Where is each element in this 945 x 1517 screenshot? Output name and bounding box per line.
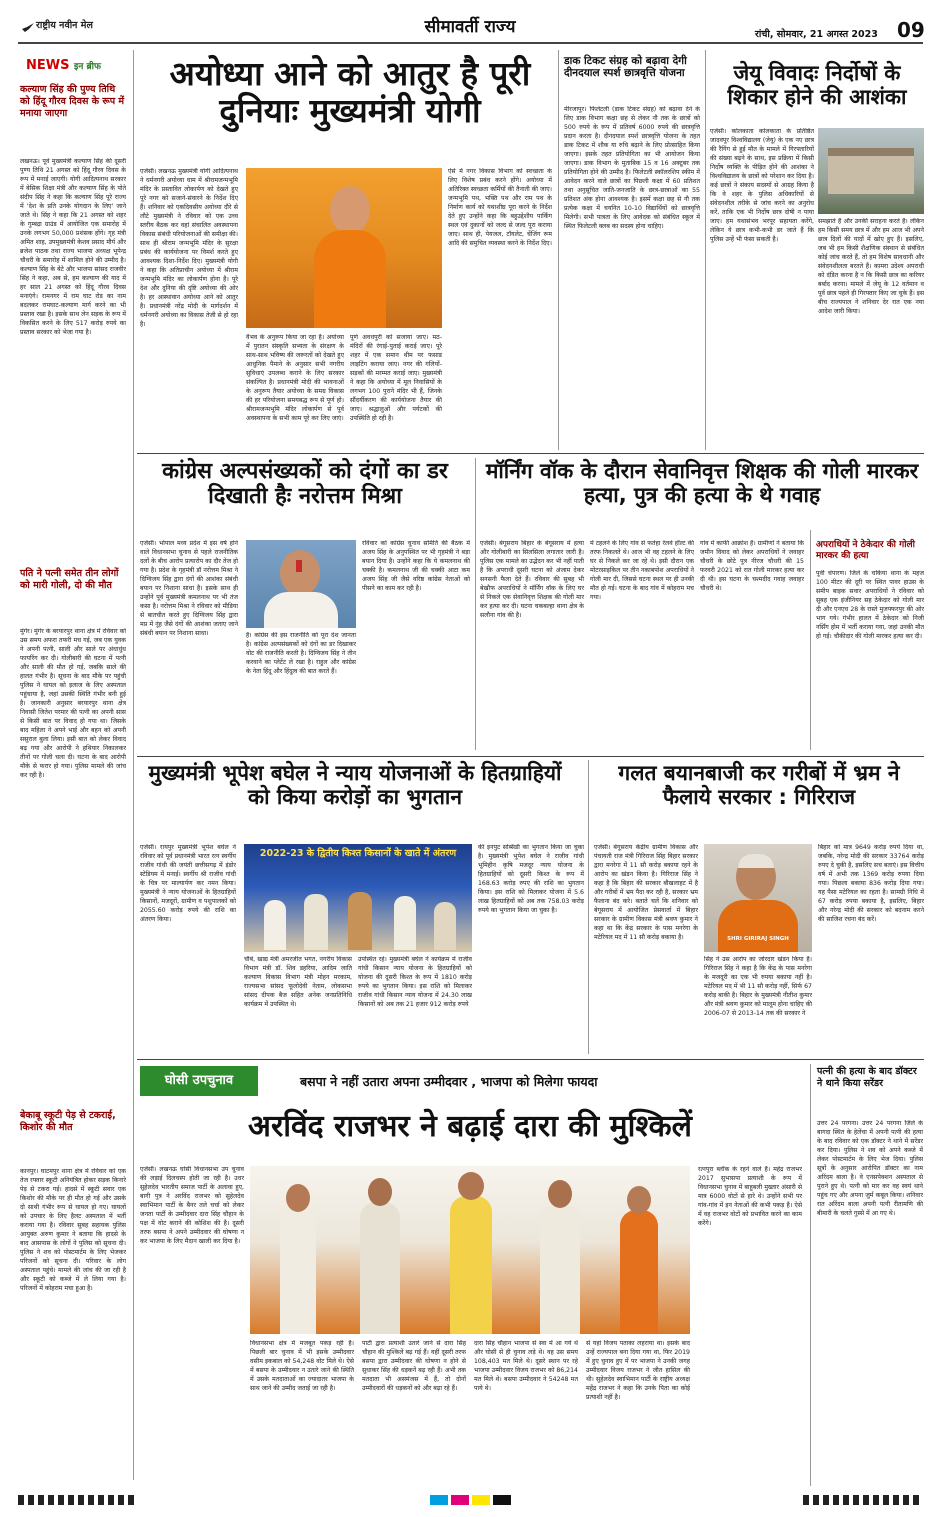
column-divider [558,50,559,450]
ju-body-continued: समझाते हैं और उनकी सराहना करते हैं। लेकिन हम किसी समय छात्र में और हम आज भी अपने छात्र दिलों की यादों में खोए हुए हैं। इसलिए, जब भी हम किसी शैक्षणिक संस्थान से संबंधित कोई जांच करते हैं, तो हम विशेष सावधानी और संवेदनशीलता बरतते हैं। कामरा उदेश्य अपराधी को दंडित करना है न कि किसी छात्र का करियर बर्बाद करना। मामले में जेयू के 12 वर्तमान व पूर्व छात्र पहले ही गिरफ्तार किए जा चुके हैं। इस बीच राज्यपाल ने शनिवार देर रात एक नया आदेश जारी किया। [818,218,924,315]
bhupesh-body-col2: चौबे, खाद्य मंत्री अमरजीत भगत, नगरीय विकास विभाग मंत्री डॉ. शिव डहरिया, आदिम जाति कल्याण विकास विभाग मंत्री मोहन मरकाम, राज्यसभा सांसद फूलोदेवी नेताम, लोकसभा सांसद दीपक बैज सहित अनेक जनप्रतिनिधि कार्यक्रम में उपस्थित थे। [244,956,352,1008]
congress-body-col2: है। कांग्रेस की इस राजनीति को पूरा देश जानता है। कांग्रेस अल्पसंख्यकों को दंगों का डर दिखाकर वोट की राजनीति करती है। दिग्विजय सिंह ने तीन करवाने का प्लेटेंट ले रखा है। राहुल और कांग्रेस के नेता हिंदू और हिंदुत्व की बात करते हैं। [246,632,356,675]
congress-body-col1: एजेंसी। भोपाल मध्य प्रदेश में इस वर्ष होने वाले विधानसभा चुनाव से पहले राजनीतिक दलों के बीच आरोप प्रत्यारोप का दौर तेज हो गया है। प्रदेश के गृहमंत्री डॉ नरोत्तम मिश्रा ने दिग्विजय सिंह द्वारा दंगों की आशंका संबंधी बयान पर निशाना साधा है। इसके साथ ही उन्होंने पूर्व मुख्यमंत्री कमलनाथ पर भी तंज कसा है। नरोत्तम मिश्रा ने रविवार को मीडिया से बातचीत करते हुए दिग्विजय सिंह द्वारा मप्र में नूंह जैसे दंगों की आशंका जताए जाने संबंधी बयान पर निशाना साधा। [140,540,238,637]
page-number: 09 [897,18,925,42]
contractor-murder-headline: अपराधियों ने ठेकेदार की गोली मारकर की हत्या [816,540,915,562]
column-divider [705,50,706,450]
bypoll-label-box [140,1066,258,1096]
doctor-body: उत्तर 24 परगना। उत्तर 24 परगना जिले के बागदा स्थित के हेलेंचा में अपनी पत्नी की हत्या के बाद रविवार को एक डॉक्टर ने थाने में सरेंडर कर दिया। पुलिस ने शव को अपने कब्जे में लेकर पोस्टमार्टम के लिए भेज दिया। पुलिस सूत्रों के अनुसार आरोपित डॉक्टर का नाम अरिंदम बाला है। वे एनसपेक्शन अस्पताल से पुराने हुए थे। पत्नी को मार कर वह स्वयं थाने पहुंच गए और अपना जुर्म कबूल किया। शनिवार रात अरिंदम बाला अपनी पत्नी रीतामणि की बीमारी के चलते गुस्से में आ गए थे। [817,1120,923,1217]
giriraj-photo [704,844,812,952]
section-rule [137,453,924,454]
congress-body-col3: रविवार को कांग्रेस चुनाव समिति की बैठक में अजय सिंह के अनुपस्थित पर भी गृहमंत्री ने बड़ा बयान दिया है। उन्होंने कहा कि ये कमलनाथ की चक्की है। कमलनाथ जी की चक्की आटा कम अजय सिंह जी जैसे वरिष्ठ कांग्रेस नेताओं को पीसने का काम कर रही है। [362,540,470,592]
bird-logo-icon [22,18,34,28]
bhupesh-headline: मुख्यमंत्री भूपेश बघेल ने न्याय योजनाओं के हितग्राहियों को किया करोड़ों का भुगतान [148,761,562,809]
yogi-body-col4: ऐसे में नगर विकास विभाग को स्वच्छता के लिए विशेष प्रबंध करने होंगे। अयोध्या में अतिरिक्त स्वच्छता कर्मियों की तैनाती की जाए। जन्मभूमि पथ, भक्ति पथ और राम पथ के निर्माण कार्य को यथाशीघ्र पूरा करने के निर्देश देते हुए उन्होंने कहा कि बहुउद्देशीय पार्किंग स्थल एवं दुकानों को जल्द से जल्द पूरा कराया जाए। साथ ही, पेयजल, टॉयलेट, चेंजिंग रूम आदि की समुचित व्यवस्था करने के निर्देश दिए। [448,168,552,247]
brief-body: लखनऊ। पूर्व मुख्यमंत्री कल्याण सिंह की दूसरी पुण्य तिथि 21 अगस्त को हिंदू गौरव दिवस के रूप में मनाई जाएगी। योगी आदित्यनाथ सरकार में बेसिक शिक्षा मंत्री और कल्याण सिंह के पोते संदीप सिंह ने कहा कि कल्याण सिंह पूरे राज्य में 'देश के प्रति उनके योगदान के लिए' जाने जाते थे। सिंह ने कहा कि 21 अगस्त को शहर के गुम्बद्रा ग्राउंड में आयोजित एक समारोह में उनके लगभग 50,000 प्रशंसक होंगे। गृह मंत्री अमित शाह, उपमुख्यमंत्री केशव प्रसाद मौर्य और ब्रजेश पाठक तथा राज्य भाजपा अध्यक्ष भूपेन्द्र चौधरी के समारोह में शामिल होने की उम्मीद है। कल्याण सिंह के बेटे और भाजपा सांसद राजवीर सिंह ने कहा, अब से, हम कल्याण की याद में हर साल 21 अगस्त को हिंदू गौरव दिवस मनाएंगे। रामनगर में राम घाट रोड का नाम बदलकर रामघाट-कल्याण मार्ग करने का भी प्रस्ताव रखा है। इसके साथ लेन सड़क के रूप में विकसित करने के लिए 517 करोड़ रुपये का प्रस्ताव सरकार को भेजा गया है। [20,158,126,336]
bypoll-body-col2: विधानसभा क्षेत्र में मजबूत पकड़ रही है। पिछली बार चुनाव में भी इसके उम्मीदवार वसीम इकबाल को 54,248 वोट मिले थे। ऐसे में बसपा के उम्मीदवार न उतारे जाने की स्थिति में उसके मतदाताओं का ज्यादातर भाजपा के साथ जाने की उम्मीद जताई जा रही है। [250,1340,354,1392]
dateline: रांची, सोमवार, 21 अगस्त 2023 [755,29,878,40]
contractor-murder-body: पूर्वी चंपारण। जिले के चकिया थाना के महज 100 मीटर की दूरी पर स्थित पावर हाउस के समीप बाइक सवार अपराधियों ने रविवार को सुबह एक इंजीनियर सह ठेकेदार को गोली मार दी और एनएच 28 के रास्ते मुजफ्फरपुर की ओर भाग गये। गंभीर हालत में ठेकेदार को निजी नर्सिंग होम में भर्ती कराया गया, जहां उनकी मौत हो गई। चौकीदार की गोली मारकर हत्या कर दी। [816,570,924,640]
column-divider [588,760,589,1054]
brief-headline: कल्याण सिंह की पुण्य तिथि को हिंदू गौरव दिवस के रूप में मनाया जाएगा [20,84,125,119]
brief-body: मुंगेर। मुंगेर के बरयारपुर थाना क्षेत्र में रविवार को उस समय अफरा तफरी मच गई, जब एक युवक ने अपनी पत्नी, साली और साले पर अंधाधुंध फायरिंग कर दी। गोलीबारी की घटना में पत्नी और साली की मौत हो गई, जबकि साले की हालत गंभीर है। सूचना के बाद मौके पर पहुंची पुलिस ने घायल को इलाज के लिए अस्पताल पहुंचाया है, जहां उसकी स्थिति गंभीर बनी हुई है। जानकारी अनुसार बरयारपुर थाना क्षेत्र निवासी जितेश परमार की पत्नी का अपनी सास से किसी बात पर विवाद हो गया था। जिसके बाद महिला ने अपने भाई और बहन को अपनी ससुराल बुला लिया। इसी बात को लेकर विवाद बढ़ गया और आरोपी ने हथियार निकालकर तीनों पर गोली चला दी। घटना के बाद आरोपी मौके से फरार हो गया। पुलिस मामले की जांच कर रही है। [20,628,126,779]
section-rule [137,756,924,757]
doctor-story-box [810,1064,924,1486]
brief-headline: पति ने पत्नी समेत तीन लोगों को मारी गोली, दो की मौत [20,568,119,591]
bypoll-kicker: बसपा ने नहीं उतारा अपना उम्मीदवार , भाजपा को मिलेगा फायदा [300,1074,598,1089]
bhupesh-banner-text: 2022-23 के द्वितीय किश्त किसानों के खाते में अंतरण [259,848,457,859]
yogi-body-col1: एजेंसी। लखनऊ मुख्यमंत्री योगी आदित्यनाथ ने धर्मनगरी अयोध्या धाम में श्रीरामजन्मभूमि मंदिर के प्रस्तावित लोकार्पण को देखते हुए पूरे नगर को सजाने-संवारने के निर्देश दिए हैं। शनिवार को एकदिवसीय अयोध्या दौरे से लौटे मुख्यमंत्री ने रविवार को एक उच्च स्तरीय बैठक कर वहां संचालित अवस्थापना विकास संबंधी परियोजनाओं की समीक्षा की। साथ ही श्रीराम जन्मभूमि मंदिर के सुरक्षा प्रबंध की कार्ययोजना पर विमर्श करते हुए आवश्यक दिशा-निर्देश दिए। मुख्यमंत्री योगी ने कहा कि अतिप्राचीन अयोध्या में श्रीराम जन्मभूमि मंदिर का लोकार्पण होना है। पूरे देश और दुनिया की दृष्टि अयोध्या की ओर है। हर आस्थावान अयोध्या आने को आतुर है। प्रधानमंत्री नरेंद्र मोदी के मार्गदर्शन में धर्मनगरी अयोध्या का विकास तेजी से हो रहा है। [140,168,238,328]
column-divider [810,530,811,750]
ju-campus-photo [818,128,924,214]
paper-name: राष्ट्रीय नवीन मेल [36,20,93,31]
giriraj-body-col2: सिंह ने उस आरोप का जोरदार खंडन किया है। गिरिराज सिंह ने कहा है कि केंद्र के पास मनरेगा के मजदूरी का एक भी रुपया बकाया नहीं है। मटेरियल मद में भी 11 सौ करोड़ नहीं, सिर्फ 67 करोड़ बाकी है। बिहार के मुख्यमंत्री नीतीश कुमार और मंत्री श्रवण कुमार को मालूम होना चाहिए की 2006-07 से 2013-14 तक की सरकार ने [704,956,812,1017]
brief-headline: बेकाबू स्कूटी पेड़ से टकराई, किशोर की मौत [20,1110,116,1133]
ju-body: एजेंसी। कोलकाता कोलकाता के प्रतिष्ठित जादवपुर विश्वविद्यालय (जेयू) के एक नए छात्र की रैगिंग से हुई मौत के मामले में गिरफ्तारियों की संख्या बढ़ने के साथ, इस प्रक्रिया में किसी निर्दोष व्यक्ति के पीड़ित होने की आशंका ने विश्वविद्यालय के छात्रों को परेशान कर दिया है। कई छात्रों ने संकाय सदस्यों से आग्रह किया है कि वे शहर के पुलिस अधिकारियों से संवेदनशील तरीके से जांच करने का अनुरोध करें, ताकि एक भी निर्दोष छात्र दोषी न पाया जाए। हम यथासंभव भरपूर सहायता करेंगे, लेकिन ये छात्र कभी-कभी डर जाते हैं कि पुलिस उन्हें भी फंसा सकती है। [710,128,814,243]
bypoll-body-col3: पार्टी द्वारा प्रत्याशी उतारे जाने से दारा सिंह चौहान की मुश्किलें बढ़ गई हैं। वहीं दूसरी तरफ बसपा द्वारा उम्मीदवार की घोषणा न होने से सुधाकर सिंह की धड़कनें बढ़ रही हैं। अभी तक मतदाता भी असमंजस में हैं, तो दोनों उम्मीदवारों की धड़कनों को और बढ़ा रहे हैं। [362,1340,466,1392]
bhupesh-body-col3: उपस्थित रहे। मुख्यमंत्री बघेल ने कार्यक्रम में राजीव गांधी किसान न्याय योजना के हितग्राहियों को योजना की दूसरी किश्त के रूप में 1810 करोड़ रुपये का भुगतान किया। इस राशि को मिलाकर राजीव गांधी किसान न्याय योजना में 24.30 लाख किसानों को अब तक 21 हजार 912 करोड़ रुपये [358,956,472,1008]
masthead [0,0,945,46]
morning-body-col1: एजेंसी। बेगूसराय बिहार के बेगूसराय में हत्या और गोलीबारी का सिलसिला लगातार जारी है। पुलिस एक मामले का उद्भेदन कर भी नहीं पाती है कि अपराधी दूसरी घटना को अंजाम देकर सनसनी फैला देते हैं। रविवार की सुबह भी बेखौफ अपराधियों ने मॉर्निंग वॉक के लिए घर से निकले एक सेवानिवृत्त शिक्षक की गोली मार कर हत्या कर दी। घटना चकबल्हा थाना क्षेत्र के सलौना गांव की है। [480,540,584,619]
morning-body-col3: गांव में काफी आक्रोश है। ग्रामीणों ने बताया कि जमीन विवाद को लेकर अपराधियों ने जवाहर चौधरी के छोटे पुत्र नीरज चौधरी की 15 फरवरी 2021 को रात गोली मारकर हत्या कर दी थी। इस घटना के चश्मदीद गवाह जवाहर चौधरी थे। [700,540,804,592]
bhupesh-body-col1: एजेंसी। रायपुर मुख्यमंत्री भूपेश बघेल ने रविवार को पूर्व प्रधानमंत्री भारत रत्न स्वर्गीय राजीव गांधी की जयंती छत्तीसगढ़ में इंडोर स्टेडियम में मनाई। स्वर्गीय श्री राजीव गांधी के चित्र पर माल्यार्पण कर नमन किया। मुख्यमंत्री ने न्याय योजनाओं के हितग्राहियों किसानों, मजदूरों, ग्रामीण व पशुपालकों को 2055.60 करोड़ रुपये की राशि का अंतरण किया। [140,844,236,923]
bypoll-body-col1: एजेंसी। लखनऊ घोसी विधानसभा उप चुनाव की लड़ाई दिलचस्प होती जा रही है। उधर सुहेलदेव भारतीय समाज पार्टी के अलावा हुए, बागी पुत्र ने अरविंद राजभर को सुहेलदेव स्वाभिमान पार्टी के बैनर तले चर्चा को लेकर जनता पार्टी के उम्मीदवार दारा सिंह चौहान के पक्ष में वोट कराने की कोशिश की है। दूसरी तरफ बसपा ने अपने उम्मीदवार की घोषणा न कर भाजपा के लिए मैदान खाली कर दिया है। [140,1166,244,1245]
news-brief-column [18,48,128,1488]
section-title: सीमावर्ती राज्य [424,17,516,37]
doctor-headline: पत्नी की हत्या के बाद डॉक्टर ने थाने किया सरेंडर [817,1066,917,1089]
giriraj-body-col3: बिहार को मात्र 9649 करोड़ रुपये दिया था, जबकि, नरेन्द्र मोदी की सरकार 33764 करोड़ रुपए दे चुकी है, इसलिए सच बताएं। इस वित्तीय वर्ष में अभी तक 1369 करोड़ रुपया दिया गया। पिछला बकाया 836 करोड़ दिया गया। यह पैसा मटेरियल का रहता है। सामग्री निधि में 67 करोड़ रुपया बकाया है, इसलिए, बिहार और नरेन्द्र मोदी की सरकार को बदनाम करने की साजिश रचना बंद करें। [818,844,924,923]
section-rule [137,1059,924,1060]
bypoll-rally-photo [250,1166,690,1334]
bypoll-headline: अरविंद राजभर ने बढ़ाई दारा की मुश्किलें [248,1109,692,1144]
brief-body: कानपुर। घाटमपुर थाना क्षेत्र में रविवार को एक तेज रफ्तार स्कूटी अनियंत्रित होकर सड़क किनारे पेड़ से टकरा गई। हादसे में स्कूटी सवार एक किशोर की मौके पर ही मौत हो गई और उसके दो साथी गंभीर रूप से घायल हो गए। घायलों को उपचार के लिए हैलट अस्पताल में भर्ती कराया गया है। रविवार सुबह सहायक पुलिस आयुक्त अरुण कुमार ने बताया कि हादसे के बाद आसपास के लोगों ने पुलिस को सूचना दी। पुलिस ने शव को पोस्टमार्टम के लिए भेजकर परिजनों को सूचना दी। परिवार के लोग अस्पताल पहुंचे। मामले की जांच की जा रही है और स्कूटी को कब्जे में ले लिया गया है। परिजनों में कोहराम मचा हुआ है। [20,1168,126,1292]
news-brief-label [26,58,101,73]
bypoll-body-col6: रत्नपुरा ब्लॉक के रहने वाले हैं। महेंद्र राजभर 2017 सुभासपा प्रत्याशी के रूप में विधानसभा चुनाव में बाहुबली मुख्तार अंसारी से मात्र 6000 वोटों से हारे थे। उन्होंने सभी पर गांव-गांव में इन नेताओं की कभी पकड़ है। ऐसे में वह राजभर वोटों को प्रभावित करने का काम करेंगे। [698,1166,802,1227]
column-divider [475,458,476,750]
morning-body-col2: में टहलने के लिए गांव से फतेहा रेलवे हॉल्ट की तरफ निकलते थे। आज भी वह टहलने के लिए घर से निकले कर जा रहे थे। इसी दौरान एक मोटरसाइकिल पर तीन नकाबपोश अपराधियों ने गोली मार दी, जिससे घटना स्थल पर ही उनकी मौत हो गई। घटना के बाद गांव में कोहराम मच गया। [590,540,694,601]
yogi-body-col3: पूर्ण अवधपुरी को सजाया जाए। मठ-मंदिरों की रंगाई-पुताई कराई जाए। पूरे शहर में एक समान थीम पर फसाड लाइटिंग कराया जाए। नगर की गलियों-सड़कों की मरम्मत कराई जाए। मुख्यमंत्री ने कहा कि अयोध्या में मूल निवासियों के लगभग 100 पुराने मंदिर भी हैं, जिनके सौंदर्यीकरण की कार्ययोजना तैयार की जाए। श्रद्धालुओं और पर्यटकों की उपस्थिति हो रही है। [350,334,442,422]
news-label: NEWS [26,58,70,73]
column-divider [133,50,134,1480]
yogi-body-col2: वैभव के अनुरूप किया जा रहा है। अयोध्या में पुरातन संस्कृति सभ्यता के संरक्षण के साथ-साथ भविष्य की जरूरतों को देखते हुए आधुनिक पैमाने के अनुसार सभी नगरीय सुविधाएं उपलब्ध कराने के लिए सरकार संकल्पित है। प्रधानमंत्री मोदी की भावनाओं के अनुरूप तैयार अयोध्या के समग्र विकास की हर परियोजना समयबद्ध रूप से पूर्ण हो। श्रीरामजन्मभूमि मंदिर लोकार्पण से पूर्व अवस्थापना के सभी काम पूरे कर लिए जाएं। [246,334,344,422]
bhupesh-event-photo [244,844,472,952]
yogi-headline: अयोध्या आने को आतुर है पूरी दुनियाः मुख्यमंत्री योगी [169,54,531,130]
ju-headline: जेयू विवादः निर्दोषों के शिकार होने की आशंका [727,61,907,109]
giriraj-body-col1: एजेंसी। बेगूसराय केंद्रीय ग्रामीण विकास और पंचायती राज मंत्री गिरिराज सिंह बिहार सरकार द्वारा मनरेगा में 11 सौ करोड़ बकाया रहने के आरोप का खंडन किया है। गिरिराज सिंह ने कहा है कि बिहार की सरकार बौखलाहट में है और गरीबों में भ्रम पैदा कर रही है, सरकार भ्रम फैलाना बंद करे। बताते चलें कि शनिवार को बेगूसराय में आयोजित प्रेसवार्ता में बिहार सरकार के ग्रामीण विकास मंत्री श्रवण कुमार ने कहा था कि केंद्र सरकार के पास मनरेगा के मटेरियल मद में 11 सौ करोड़ बकाया है। [594,844,698,941]
print-registration-bar [18,1493,923,1507]
giriraj-photo-caption: SHRI GIRIRAJ SINGH [727,936,789,942]
masthead-rule [18,42,923,44]
yogi-figure [314,186,386,328]
scholarship-headline: डाक टिकट संग्रह को बढ़ावा देगी दीनदयाल स्पर्श छात्रवृत्ति योजना [564,55,687,79]
narottam-photo [246,540,356,628]
congress-headline: कांग्रेस अल्पसंख्यकों को दंगों का डर दिखाती हैः नरोत्तम मिश्रा [162,459,448,509]
scholarship-body: मीरजापुर। फिलेटली (डाक टिकट संग्रह) को बढ़ावा देने के लिए डाक विभाग कक्षा छह से लेकर नौ तक के छात्रों को 500 रुपये के रूप में प्रतिवर्ष 6000 रुपये की छात्रवृत्ति प्रदान करता है। दीनदयाल स्पर्श छात्रवृत्ति योजना के तहत डाक टिकट में शौक या रुचि बढ़ाने के लिए प्रोत्साहित किया जाएगा। इसके तहत प्रतियोगिता का भी आयोजन किया जाएगा। डाक विभाग के मुताबिक 15 व 16 अक्टूबर तक प्रतियोगिता होने की उम्मीद है। फिलेटली स्कॉलरशिप स्कीम में आवेदन करने वाले छात्रों का पिछली कक्षा में 60 प्रतिशत तथा अनुसूचित जाति-जनजाति के छात्र-छात्राओं का 55 प्रतिशत अंक होना आवश्यक है। इसमें कक्षा छह से नौ तक प्रत्येक कक्षा में चयनित 10-10 विद्यार्थियों को छात्रवृत्ति मिलेगी। सभी पात्रता के लिए आवेदक को संबंधित स्कूल में स्थित फिलेटली क्लब का सदस्य होना चाहिए। [564,106,700,230]
morning-walk-headline: मॉर्निंग वॉक के दौरान सेवानिवृत्त शिक्षक की गोली मारकर हत्या, पुत्र की हत्या के थे गवाह [485,459,919,507]
yogi-photo [246,168,442,328]
bypoll-label: घोसी उपचुनाव [164,1073,234,1088]
bhupesh-body-col4: की इनपुट सब्सिडी का भुगतान किया जा चुका है। मुख्यमंत्री भूपेश बघेल ने राजीव गांधी भूमिहीन कृषि मजदूर न्याय योजना के हितग्राहियों को दूसरी किश्त के रूप में 168.63 करोड़ रुपए की राशि का भुगतान किया। इस राशि को मिलाकर योजना में 5.6 लाख हितग्राहियों को अब तक 758.03 करोड़ रुपये का भुगतान किया जा चुका है। [478,844,584,914]
bypoll-body-col5: से यहां विजय पताका लहराया था। इसके बाद उन्हें राज्यपाल बना दिया गया था, फिर 2019 में हुए चुनाव हुए में पर भाजपा ने उनकी जगह उम्मीदवार विजय राजभर ने जीत हासिल की थी। सुहेलदेव स्वाभिमान पार्टी के राष्ट्रीय अध्यक्ष महेंद्र राजभर ने कहा कि उनके पिता का कोई प्रत्याशी नहीं है। [586,1340,690,1401]
bypoll-body-col4: दारा सिंह चौहान भाजपा से स्वा में आ गये थे और घोसी से ही चुनाव लड़े थे। वह उस समय 108,403 मत मिले थे। दूसरे स्थान पर रहे भाजपा उम्मीदवार विजय राजभर को 86,214 मत मिले थे। बसपा उम्मीदवार ने 54248 मत पाये थे। [474,1340,578,1392]
brief-label: इन ब्रीफ [74,62,101,72]
giriraj-headline: गलत बयानबाजी कर गरीबों में भ्रम ने फैलाये सरकार : गिरिराज [618,761,900,809]
